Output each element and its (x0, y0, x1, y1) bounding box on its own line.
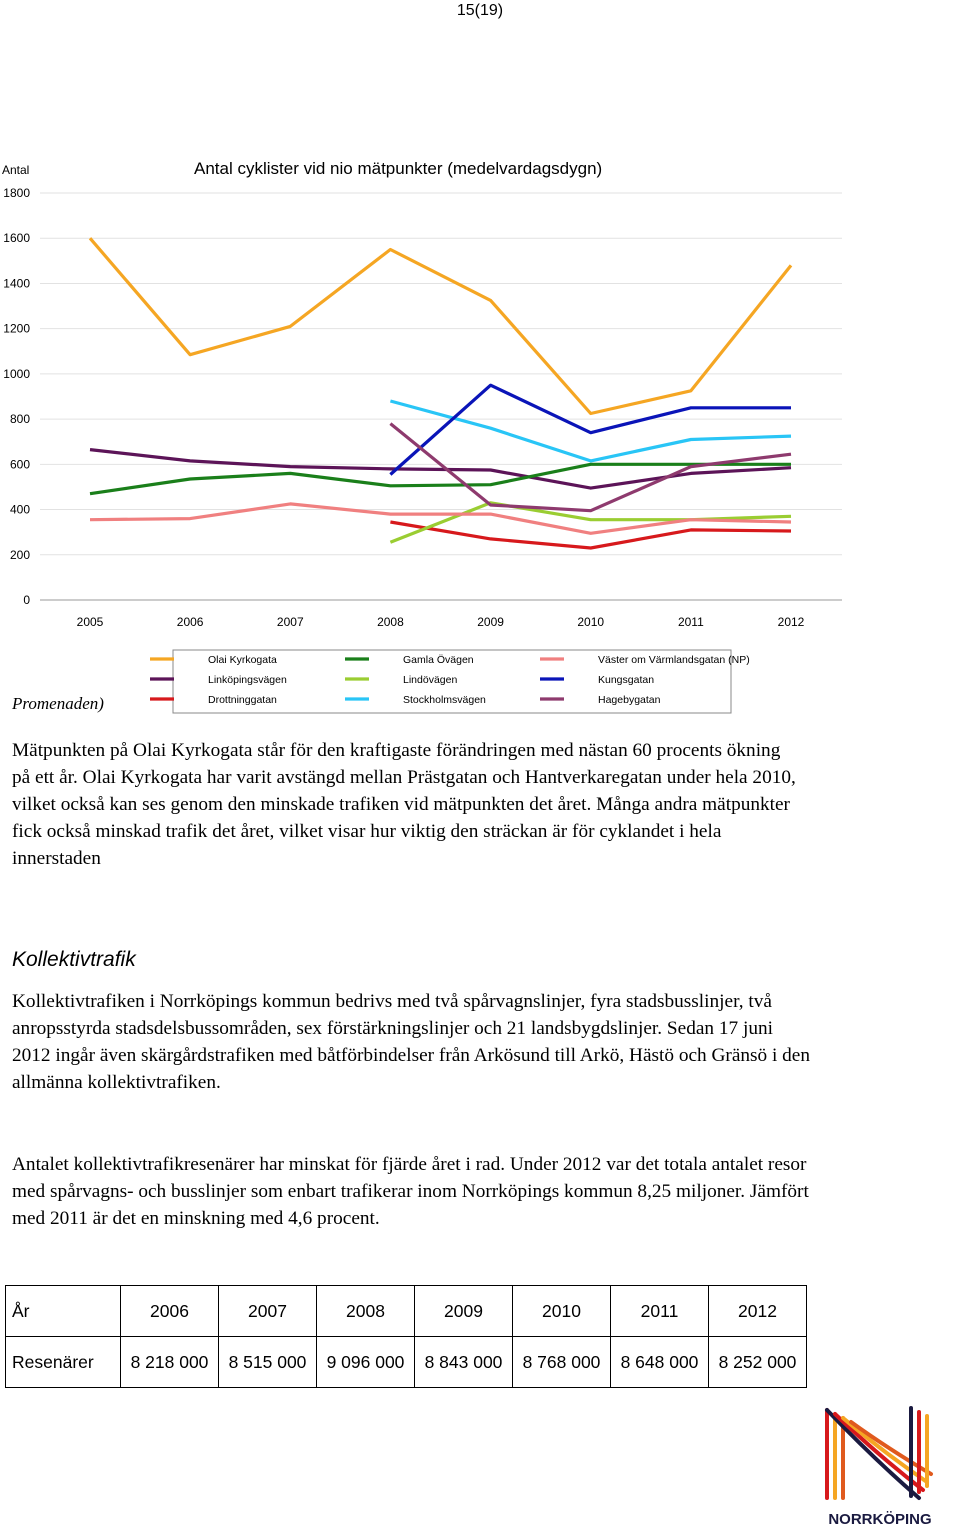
x-tick-label: 2008 (377, 615, 404, 629)
paragraph-public-transport: Kollektivtrafiken i Norrköpings kommun bedrivs med två spårvagnslinjer, fyra stadsbusslinjer, två anropsstyrda stadsdelsbussområden, sex förstärkningslinjer och 21 landsbygdslinjer. Sedan 17 juni 2012 ingår även skärgårdstrafiken med båtförbindelser från Arkösund till Arkö, Hästö och Gränsö i den allmänna kollektivtrafiken. (12, 991, 811, 1093)
table-cell: 8 515 000 (219, 1337, 317, 1388)
y-tick-label: 200 (9, 547, 30, 562)
y-tick-label: 1800 (3, 186, 30, 200)
x-tick-label: 2007 (276, 615, 304, 629)
x-tick-label: 2005 (76, 615, 104, 629)
table-cell: 8 768 000 (513, 1337, 611, 1388)
y-tick-label: 1600 (3, 231, 30, 246)
table-cell: 2008 (317, 1286, 415, 1337)
legend-label: Kungsgatan (598, 674, 655, 686)
table-cell: 8 648 000 (611, 1337, 709, 1388)
y-axis-label: Antal (2, 163, 30, 177)
table-cell: År (6, 1286, 121, 1337)
logo-mark-icon (827, 1408, 931, 1498)
paragraph-cycling: Mätpunkten på Olai Kyrkogata står för den kraftigaste förändringen med nästan 60 procents ökning på ett år. Olai Kyrkogata har varit avstängd mellan Prästgatan och Hantverkaregatan under hela 2010, vilket också kan ses genom den minskade trafiken vid mätpunkten det året. Många andra mätpunkter fick också minskad trafik det året, vilket visar hur viktig den sträckan är för cyklandet i hela innerstaden (12, 740, 796, 869)
y-tick-label: 400 (9, 502, 30, 517)
table-header-row (6, 1286, 807, 1337)
y-tick-label: 600 (9, 457, 30, 472)
table-cell: 8 218 000 (121, 1337, 219, 1388)
y-tick-label: 1000 (3, 366, 30, 381)
paragraph-ridership: Antalet kollektivtrafikresenärer har minskat för fjärde året i rad. Under 2012 var det totala antalet resor med spårvagns- och busslinjer som enbart trafikerar inom Norrköpings kommun 8,25 miljoner. Jämfört med 2011 är det en minskning med 4,6 procent. (12, 1154, 809, 1229)
legend-label: Olai Kyrkogata (208, 654, 277, 666)
table-cell: 9 096 000 (317, 1337, 415, 1388)
section-heading: Kollektivtrafik (12, 948, 136, 971)
table-cell: 8 843 000 (415, 1337, 513, 1388)
x-tick-label: 2006 (176, 615, 204, 629)
page-number: 15(19) (456, 2, 504, 19)
series-line (390, 503, 791, 543)
table-cell: 2010 (513, 1286, 611, 1337)
legend-label: Stockholmsvägen (403, 694, 486, 706)
series-lines (90, 238, 791, 548)
side-note: Promenaden) (12, 694, 104, 713)
table-cell: 8 252 000 (709, 1337, 807, 1388)
x-tick-label: 2012 (777, 615, 805, 629)
table-row (6, 1337, 807, 1388)
legend-label: Linköpingsvägen (208, 674, 287, 686)
logo-wordmark: NORRKÖPING (828, 1511, 932, 1528)
chart-title: Antal cyklister vid nio mätpunkter (medelvardagsdygn) (194, 159, 603, 178)
x-tick-label: 2010 (577, 615, 605, 629)
chart-legend (150, 650, 750, 713)
y-tick-label: 1400 (3, 276, 30, 291)
table-cell: 2006 (121, 1286, 219, 1337)
table-cell: 2007 (219, 1286, 317, 1337)
x-tick-labels (77, 615, 805, 629)
norrkoping-logo (815, 1400, 945, 1530)
legend-label: Gamla Övägen (403, 654, 474, 666)
y-tick-labels (3, 186, 30, 607)
cyclist-line-chart (0, 150, 960, 720)
y-tick-label: 1200 (3, 321, 30, 336)
legend-label: Hagebygatan (598, 694, 661, 706)
legend-label: Lindövägen (403, 674, 458, 686)
y-tick-label: 800 (9, 412, 30, 427)
table-cell: 2009 (415, 1286, 513, 1337)
x-tick-label: 2009 (477, 615, 504, 629)
series-line (90, 238, 791, 413)
legend-label: Väster om Värmlandsgatan (NP) (598, 654, 750, 666)
legend-label: Drottninggatan (208, 694, 277, 706)
series-line (390, 522, 791, 548)
table-cell: 2011 (611, 1286, 709, 1337)
y-tick-label: 0 (23, 593, 30, 607)
ridership-table (5, 1285, 807, 1388)
table-cell: Resenärer (6, 1337, 121, 1388)
x-tick-label: 2011 (677, 615, 704, 629)
gridlines (40, 193, 842, 600)
table-cell: 2012 (709, 1286, 807, 1337)
